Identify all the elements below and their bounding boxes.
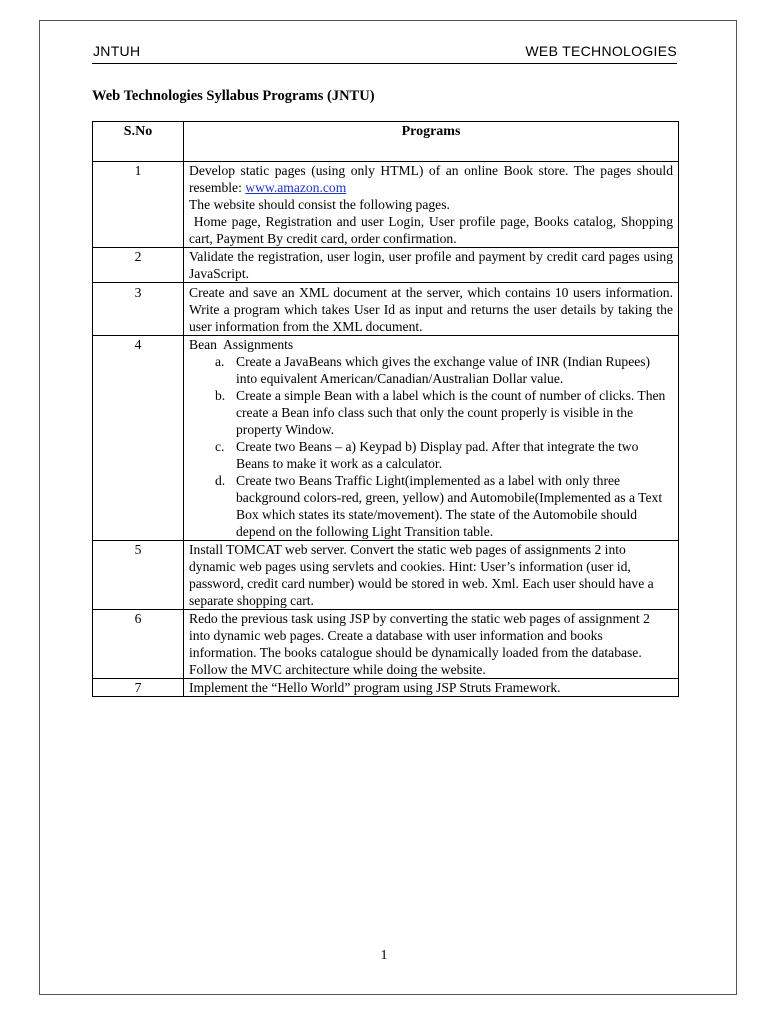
row-number: 2	[93, 248, 184, 283]
program-text: Home page, Registration and user Login, User profile page, Books catalog, Shopping cart, Payment By credit card, order confirmation.	[189, 214, 673, 246]
list-item	[189, 472, 673, 540]
program-text: Install TOMCAT web server. Convert the static web pages of assignments 2 into dynamic web pages using servlets and cookies. Hint: User’s information (user id, password, credit card number) would be stored in web. Xml. Each user should have a separate shopping cart.	[184, 541, 679, 610]
document-title: Web Technologies Syllabus Programs (JNTU)	[92, 88, 375, 104]
row-number: 5	[93, 541, 184, 610]
list-item	[189, 387, 673, 438]
list-item-text: Create two Beans – a) Keypad b) Display pad. After that integrate the two Beans to make it work as a calculator.	[236, 439, 639, 471]
row-number: 1	[93, 162, 184, 248]
list-marker: d.	[215, 473, 226, 488]
row-number: 4	[93, 336, 184, 541]
table-header-row	[93, 122, 679, 162]
bean-assignment-list	[189, 353, 673, 540]
list-marker: b.	[215, 388, 226, 403]
column-header-programs: Programs	[184, 122, 679, 162]
list-marker: a.	[215, 354, 225, 369]
table-row	[93, 336, 679, 541]
list-item	[189, 353, 673, 387]
row-number: 7	[93, 679, 184, 697]
column-header-sno: S.No	[93, 122, 184, 162]
program-text: Create and save an XML document at the server, which contains 10 users information. Write a program which takes User Id as input and returns the user details by taking the user information from the XML document.	[184, 283, 679, 336]
program-text: Validate the registration, user login, user profile and payment by credit card pages using JavaScript.	[184, 248, 679, 283]
program-cell	[184, 162, 679, 248]
running-header	[92, 42, 677, 64]
program-text: Develop static pages (using only HTML) of an online Book store. The pages should resemble:	[189, 163, 673, 195]
list-item-text: Create two Beans Traffic Light(implemented as a label with only three background colors-red, green, yellow) and Automobile(Implemented as a Text Box which states its state/movement). The state of the Automobile should depend on the following Light Transition table.	[236, 473, 663, 539]
row-number: 3	[93, 283, 184, 336]
amazon-link[interactable]: www.amazon.com	[245, 180, 347, 195]
program-cell	[184, 336, 679, 541]
row-number: 6	[93, 610, 184, 679]
program-text: The website should consist the following pages.	[189, 197, 450, 212]
list-item	[189, 438, 673, 472]
list-item-text: Create a JavaBeans which gives the exchange value of INR (Indian Rupees) into equivalent American/Canadian/Australian Dollar value.	[236, 354, 651, 386]
table-row	[93, 248, 679, 283]
list-marker: c.	[215, 439, 225, 454]
header-left: JNTUH	[93, 43, 141, 59]
list-item-text: Create a simple Bean with a label which is the count of number of clicks. Then create a Bean info class such that only the count properly is visible in the property Window.	[236, 388, 666, 437]
header-right: WEB TECHNOLOGIES	[525, 43, 677, 59]
program-text: Implement the “Hello World” program using JSP Struts Framework.	[184, 679, 679, 697]
table-row	[93, 162, 679, 248]
program-text: Redo the previous task using JSP by converting the static web pages of assignment 2 into dynamic web pages. Create a database with user information and books information. The books catalogue should be dynamically loaded from the database. Follow the MVC architecture while doing the website.	[184, 610, 679, 679]
table-row	[93, 541, 679, 610]
table-row	[93, 679, 679, 697]
syllabus-table	[92, 121, 679, 697]
table-row	[93, 610, 679, 679]
page-number: 1	[380, 948, 388, 963]
table-row	[93, 283, 679, 336]
bean-heading: Bean Assignments	[189, 337, 294, 352]
